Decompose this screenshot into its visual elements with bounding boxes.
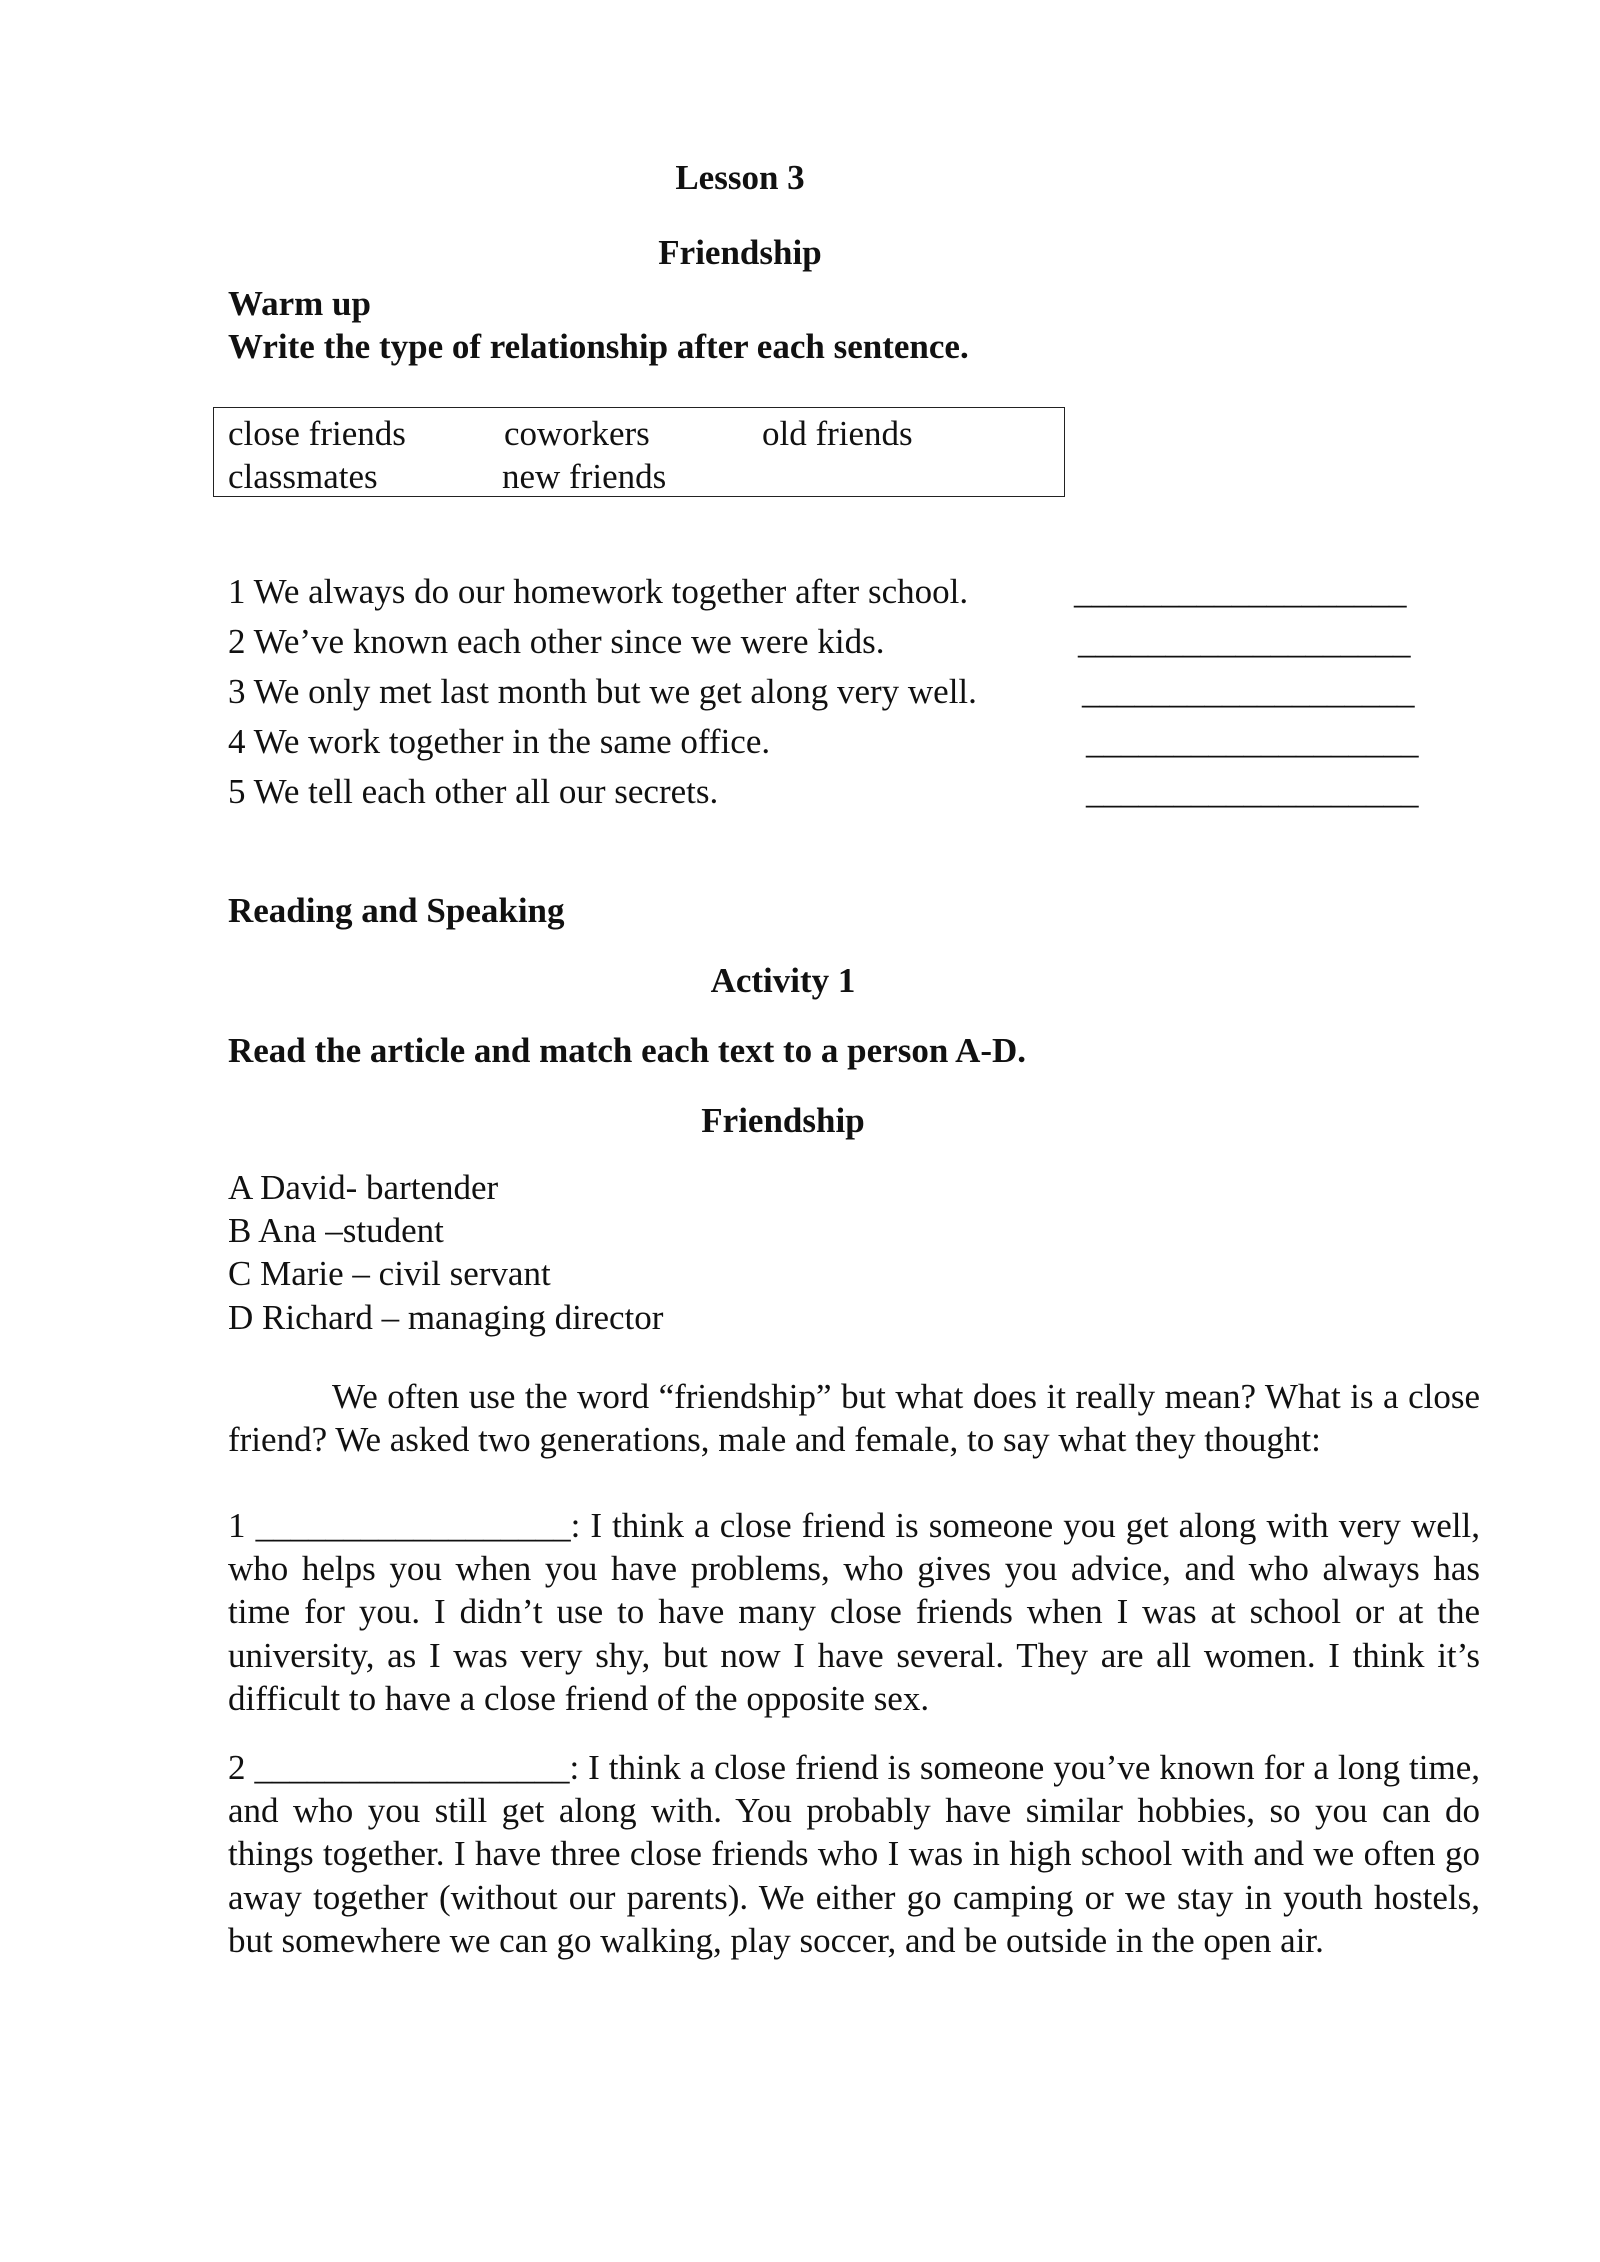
word-old-friends: old friends <box>762 414 913 453</box>
answer-blank-5[interactable]: ___________________ <box>1086 772 1419 811</box>
reading-heading: Reading and Speaking <box>228 891 565 930</box>
sentence-4: 4 We work together in the same office. <box>228 722 771 761</box>
people-list <box>228 1166 663 1339</box>
sentence-5: 5 We tell each other all our secrets. <box>228 772 719 811</box>
sentence-3: 3 We only met last month but we get along very well. <box>228 672 977 711</box>
word-close-friends: close friends <box>228 414 406 453</box>
reading-instruction: Read the article and match each text to a person A-D. <box>228 1031 1027 1070</box>
word-new-friends: new friends <box>502 457 667 496</box>
answer-blank-1[interactable]: ___________________ <box>1074 572 1407 611</box>
warm-up-instruction: Write the type of relationship after each sentence. <box>228 327 969 366</box>
article-text-1: 1 __________________: I think a close friend is someone you get along with very well, who helps you when you have problems, who gives you advice, and who always has time for you. I didn’t use to have many close friends when I was at school or at the university, as I was very shy, but now I have several. They are all women. I think it’s difficult to have a close friend of the opposite sex. <box>228 1506 1480 1718</box>
person-b: B Ana –student <box>228 1211 444 1251</box>
word-coworkers: coworkers <box>504 414 650 453</box>
person-c: C Marie – civil servant <box>228 1254 551 1294</box>
word-box <box>213 407 1065 497</box>
answer-blank-2[interactable]: ___________________ <box>1078 622 1411 661</box>
lesson-title: Lesson 3 <box>675 158 805 197</box>
person-d: D Richard – managing director <box>228 1297 664 1337</box>
sentence-2: 2 We’ve known each other since we were kids. <box>228 622 885 661</box>
article-text-2: 2 __________________: I think a close friend is someone you’ve known for a long time, and who you still get along with. You probably have similar hobbies, so you can do things together. I have three close friends who I was in high school with and we often go away together (without our parents). We either go camping or we stay in youth hostels, but somewhere we can go walking, play soccer, and be outside in the open air. <box>228 1748 1480 1960</box>
article-intro: We often use the word “friendship” but what does it really mean? What is a close friend? We asked two generations, male and female, to say what they thought: <box>228 1377 1480 1460</box>
article-title: Friendship <box>701 1101 865 1140</box>
answer-blank-3[interactable]: ___________________ <box>1082 672 1415 711</box>
sentence-1: 1 We always do our homework together after school. <box>228 572 969 611</box>
topic-title: Friendship <box>658 233 822 272</box>
answer-blank-4[interactable]: ___________________ <box>1086 722 1419 761</box>
activity-title: Activity 1 <box>710 961 856 1000</box>
person-a: A David- bartender <box>228 1168 499 1207</box>
warm-up-heading: Warm up <box>228 284 371 323</box>
word-classmates: classmates <box>228 457 378 496</box>
